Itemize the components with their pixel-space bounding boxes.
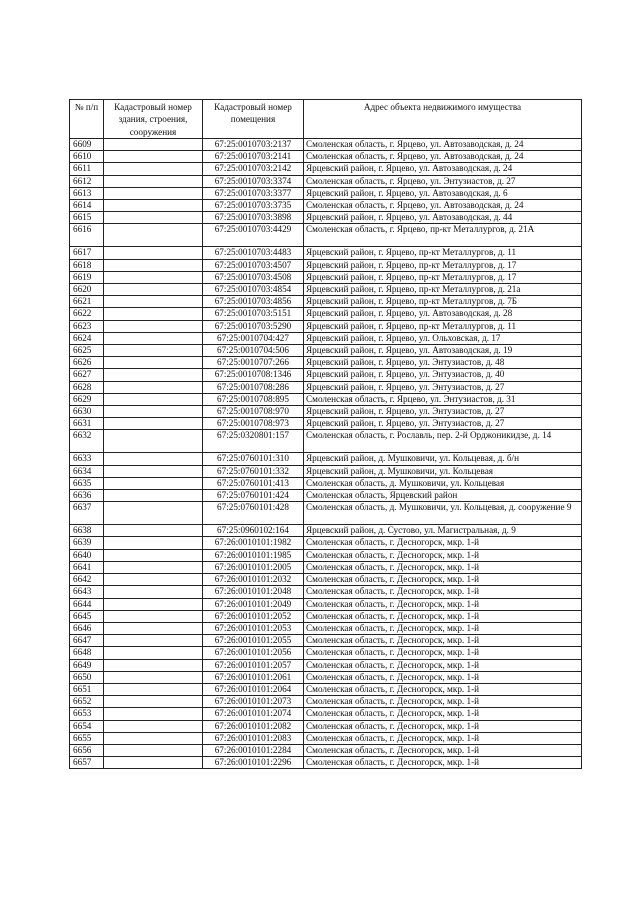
table-row xyxy=(70,525,582,537)
building-cadastral-number xyxy=(104,163,203,175)
table-row xyxy=(70,720,582,732)
table-row xyxy=(70,212,582,224)
building-cadastral-number xyxy=(104,757,203,769)
room-cadastral-number: 67:25:0010708:1346 xyxy=(203,369,304,381)
building-cadastral-number xyxy=(104,296,203,308)
header-building-cadastral: Кадастровый номер здания, строения, сооружения xyxy=(104,100,203,139)
room-cadastral-number: 67:25:0320801:157 xyxy=(203,430,304,453)
room-cadastral-number: 67:25:0010703:3735 xyxy=(203,200,304,212)
room-cadastral-number: 67:25:0010703:3377 xyxy=(203,187,304,199)
property-address: Ярцевский район, г. Ярцево, ул. Энтузиастов, д. 40 xyxy=(304,369,582,381)
building-cadastral-number xyxy=(104,453,203,465)
row-number: 6618 xyxy=(70,259,104,271)
table-row xyxy=(70,696,582,708)
property-address: Смоленская область, г. Рославль, пер. 2-й Орджоникидзе, д. 14 xyxy=(304,430,582,453)
property-address: Смоленская область, г. Десногорск, мкр. 1-й xyxy=(304,708,582,720)
room-cadastral-number: 67:26:0010101:2056 xyxy=(203,647,304,659)
row-number: 6636 xyxy=(70,490,104,502)
room-cadastral-number: 67:25:0010703:4483 xyxy=(203,247,304,259)
building-cadastral-number xyxy=(104,477,203,489)
table-row xyxy=(70,381,582,393)
row-number: 6657 xyxy=(70,757,104,769)
table-row xyxy=(70,708,582,720)
row-number: 6622 xyxy=(70,308,104,320)
property-address: Смоленская область, г. Десногорск, мкр. 1-й xyxy=(304,586,582,598)
row-number: 6628 xyxy=(70,381,104,393)
property-address: Ярцевский район, г. Ярцево, пр-кт Металлургов, д. 21а xyxy=(304,284,582,296)
building-cadastral-number xyxy=(104,683,203,695)
table-row xyxy=(70,175,582,187)
row-number: 6644 xyxy=(70,598,104,610)
property-address: Смоленская область, д. Мушковичи, ул. Кольцевая xyxy=(304,477,582,489)
table-row xyxy=(70,187,582,199)
room-cadastral-number: 67:25:0010703:4854 xyxy=(203,284,304,296)
table-row xyxy=(70,357,582,369)
room-cadastral-number: 67:25:0010708:895 xyxy=(203,393,304,405)
header-room-cadastral: Кадастровый номер помещения xyxy=(203,100,304,139)
room-cadastral-number: 67:26:0010101:2055 xyxy=(203,635,304,647)
table-row xyxy=(70,247,582,259)
room-cadastral-number: 67:25:0010708:973 xyxy=(203,418,304,430)
row-number: 6625 xyxy=(70,345,104,357)
table-row xyxy=(70,477,582,489)
property-address: Смоленская область, г. Ярцево, ул. Энтузиастов, д. 27 xyxy=(304,175,582,187)
property-address: Смоленская область, г. Десногорск, мкр. 1-й xyxy=(304,744,582,756)
room-cadastral-number: 67:25:0960102:164 xyxy=(203,525,304,537)
row-number: 6634 xyxy=(70,465,104,477)
building-cadastral-number xyxy=(104,139,203,151)
table-body xyxy=(70,139,582,769)
building-cadastral-number xyxy=(104,696,203,708)
row-number: 6614 xyxy=(70,200,104,212)
room-cadastral-number: 67:26:0010101:2074 xyxy=(203,708,304,720)
building-cadastral-number xyxy=(104,574,203,586)
room-cadastral-number: 67:26:0010101:2284 xyxy=(203,744,304,756)
property-address: Смоленская область, г. Десногорск, мкр. 1-й xyxy=(304,549,582,561)
row-number: 6624 xyxy=(70,332,104,344)
table-row xyxy=(70,561,582,573)
building-cadastral-number xyxy=(104,561,203,573)
table-row xyxy=(70,549,582,561)
row-number: 6656 xyxy=(70,744,104,756)
property-address: Ярцевский район, г. Ярцево, пр-кт Металлургов, д. 17 xyxy=(304,271,582,283)
row-number: 6621 xyxy=(70,296,104,308)
room-cadastral-number: 67:25:0010703:2142 xyxy=(203,163,304,175)
table-row xyxy=(70,537,582,549)
building-cadastral-number xyxy=(104,537,203,549)
room-cadastral-number: 67:25:0010703:2141 xyxy=(203,151,304,163)
room-cadastral-number: 67:26:0010101:2296 xyxy=(203,757,304,769)
table-row xyxy=(70,320,582,332)
header-row xyxy=(70,100,582,139)
room-cadastral-number: 67:25:0010703:3374 xyxy=(203,175,304,187)
property-address: Смоленская область, г. Ярцево, ул. Энтузиастов, д. 31 xyxy=(304,393,582,405)
row-number: 6609 xyxy=(70,139,104,151)
building-cadastral-number xyxy=(104,732,203,744)
row-number: 6631 xyxy=(70,418,104,430)
row-number: 6626 xyxy=(70,357,104,369)
table-row xyxy=(70,406,582,418)
row-number: 6620 xyxy=(70,284,104,296)
building-cadastral-number xyxy=(104,549,203,561)
table-row xyxy=(70,345,582,357)
building-cadastral-number xyxy=(104,490,203,502)
row-number: 6615 xyxy=(70,212,104,224)
building-cadastral-number xyxy=(104,671,203,683)
table-row xyxy=(70,586,582,598)
property-address: Смоленская область, г. Десногорск, мкр. 1-й xyxy=(304,683,582,695)
row-number: 6639 xyxy=(70,537,104,549)
row-number: 6611 xyxy=(70,163,104,175)
row-number: 6617 xyxy=(70,247,104,259)
property-address: Смоленская область, г. Десногорск, мкр. 1-й xyxy=(304,574,582,586)
room-cadastral-number: 67:26:0010101:2032 xyxy=(203,574,304,586)
building-cadastral-number xyxy=(104,224,203,247)
row-number: 6630 xyxy=(70,406,104,418)
table-row xyxy=(70,757,582,769)
building-cadastral-number xyxy=(104,247,203,259)
table-row xyxy=(70,635,582,647)
room-cadastral-number: 67:25:0010703:4429 xyxy=(203,224,304,247)
row-number: 6613 xyxy=(70,187,104,199)
table-row xyxy=(70,163,582,175)
building-cadastral-number xyxy=(104,720,203,732)
table-row xyxy=(70,259,582,271)
row-number: 6637 xyxy=(70,502,104,525)
room-cadastral-number: 67:26:0010101:2052 xyxy=(203,610,304,622)
table-row xyxy=(70,490,582,502)
table-row xyxy=(70,610,582,622)
row-number: 6649 xyxy=(70,659,104,671)
table-row xyxy=(70,659,582,671)
room-cadastral-number: 67:25:0760101:332 xyxy=(203,465,304,477)
property-address: Ярцевский район, д. Мушковичи, ул. Кольцевая xyxy=(304,465,582,477)
property-address: Смоленская область, д. Мушковичи, ул. Кольцевая, д. сооружение 9 xyxy=(304,502,582,525)
property-address: Смоленская область, г. Десногорск, мкр. 1-й xyxy=(304,537,582,549)
row-number: 6610 xyxy=(70,151,104,163)
property-address: Смоленская область, г. Десногорск, мкр. 1-й xyxy=(304,622,582,634)
table-row xyxy=(70,369,582,381)
row-number: 6632 xyxy=(70,430,104,453)
room-cadastral-number: 67:25:0010703:4856 xyxy=(203,296,304,308)
row-number: 6648 xyxy=(70,647,104,659)
row-number: 6655 xyxy=(70,732,104,744)
property-address: Ярцевский район, г. Ярцево, ул. Энтузиастов, д. 48 xyxy=(304,357,582,369)
property-address: Смоленская область, Ярцевский район xyxy=(304,490,582,502)
row-number: 6633 xyxy=(70,453,104,465)
table-row xyxy=(70,271,582,283)
property-address: Ярцевский район, г. Ярцево, ул. Энтузиастов, д. 27 xyxy=(304,406,582,418)
property-address: Смоленская область, г. Десногорск, мкр. 1-й xyxy=(304,659,582,671)
room-cadastral-number: 67:25:0010708:970 xyxy=(203,406,304,418)
property-address: Смоленская область, г. Десногорск, мкр. 1-й xyxy=(304,732,582,744)
building-cadastral-number xyxy=(104,744,203,756)
building-cadastral-number xyxy=(104,357,203,369)
building-cadastral-number xyxy=(104,175,203,187)
table-row xyxy=(70,671,582,683)
room-cadastral-number: 67:26:0010101:2064 xyxy=(203,683,304,695)
table-row xyxy=(70,453,582,465)
room-cadastral-number: 67:25:0010703:5151 xyxy=(203,308,304,320)
table-row xyxy=(70,139,582,151)
building-cadastral-number xyxy=(104,308,203,320)
property-address: Смоленская область, г. Десногорск, мкр. 1-й xyxy=(304,720,582,732)
row-number: 6651 xyxy=(70,683,104,695)
room-cadastral-number: 67:25:0010703:3898 xyxy=(203,212,304,224)
property-address: Смоленская область, г. Десногорск, мкр. 1-й xyxy=(304,610,582,622)
building-cadastral-number xyxy=(104,369,203,381)
building-cadastral-number xyxy=(104,259,203,271)
room-cadastral-number: 67:26:0010101:2053 xyxy=(203,622,304,634)
property-address: Ярцевский район, г. Ярцево, ул. Автозаводская, д. 6 xyxy=(304,187,582,199)
row-number: 6650 xyxy=(70,671,104,683)
table-row xyxy=(70,465,582,477)
property-address: Ярцевский район, д. Мушковичи, ул. Кольцевая, д. б/н xyxy=(304,453,582,465)
building-cadastral-number xyxy=(104,187,203,199)
property-address: Ярцевский район, г. Ярцево, ул. Автозаводская, д. 28 xyxy=(304,308,582,320)
room-cadastral-number: 67:25:0010703:4507 xyxy=(203,259,304,271)
table-row xyxy=(70,224,582,247)
property-address: Ярцевский район, д. Сустово, ул. Магистральная, д. 9 xyxy=(304,525,582,537)
property-address: Смоленская область, г. Десногорск, мкр. 1-й xyxy=(304,561,582,573)
property-address: Смоленская область, г. Десногорск, мкр. 1-й xyxy=(304,598,582,610)
building-cadastral-number xyxy=(104,647,203,659)
building-cadastral-number xyxy=(104,381,203,393)
table-row xyxy=(70,732,582,744)
table-row xyxy=(70,418,582,430)
building-cadastral-number xyxy=(104,708,203,720)
room-cadastral-number: 67:26:0010101:2082 xyxy=(203,720,304,732)
table-row xyxy=(70,393,582,405)
building-cadastral-number xyxy=(104,635,203,647)
row-number: 6612 xyxy=(70,175,104,187)
room-cadastral-number: 67:26:0010101:2061 xyxy=(203,671,304,683)
property-address: Ярцевский район, г. Ярцево, пр-кт Металлургов, д. 11 xyxy=(304,247,582,259)
building-cadastral-number xyxy=(104,332,203,344)
building-cadastral-number xyxy=(104,418,203,430)
table-row xyxy=(70,744,582,756)
property-address: Смоленская область, г. Десногорск, мкр. 1-й xyxy=(304,635,582,647)
room-cadastral-number: 67:25:0760101:310 xyxy=(203,453,304,465)
row-number: 6647 xyxy=(70,635,104,647)
room-cadastral-number: 67:26:0010101:2049 xyxy=(203,598,304,610)
room-cadastral-number: 67:25:0010707:266 xyxy=(203,357,304,369)
row-number: 6619 xyxy=(70,271,104,283)
room-cadastral-number: 67:25:0010704:506 xyxy=(203,345,304,357)
table-row xyxy=(70,647,582,659)
property-address: Ярцевский район, г. Ярцево, ул. Энтузиастов, д. 27 xyxy=(304,381,582,393)
building-cadastral-number xyxy=(104,465,203,477)
row-number: 6641 xyxy=(70,561,104,573)
room-cadastral-number: 67:25:0010703:2137 xyxy=(203,139,304,151)
building-cadastral-number xyxy=(104,659,203,671)
building-cadastral-number xyxy=(104,320,203,332)
building-cadastral-number xyxy=(104,622,203,634)
room-cadastral-number: 67:26:0010101:2005 xyxy=(203,561,304,573)
property-address: Ярцевский район, г. Ярцево, пр-кт Металлургов, д. 11 xyxy=(304,320,582,332)
building-cadastral-number xyxy=(104,284,203,296)
room-cadastral-number: 67:25:0010703:5290 xyxy=(203,320,304,332)
table-row xyxy=(70,308,582,320)
property-address: Ярцевский район, г. Ярцево, ул. Ольховская, д. 17 xyxy=(304,332,582,344)
property-address: Смоленская область, г. Ярцево, ул. Автозаводская, д. 24 xyxy=(304,200,582,212)
building-cadastral-number xyxy=(104,502,203,525)
building-cadastral-number xyxy=(104,430,203,453)
property-address: Ярцевский район, г. Ярцево, ул. Автозаводская, д. 24 xyxy=(304,163,582,175)
table-row xyxy=(70,502,582,525)
room-cadastral-number: 67:26:0010101:2048 xyxy=(203,586,304,598)
property-address: Смоленская область, г. Десногорск, мкр. 1-й xyxy=(304,647,582,659)
room-cadastral-number: 67:26:0010101:2083 xyxy=(203,732,304,744)
building-cadastral-number xyxy=(104,586,203,598)
building-cadastral-number xyxy=(104,525,203,537)
room-cadastral-number: 67:26:0010101:2073 xyxy=(203,696,304,708)
room-cadastral-number: 67:26:0010101:1985 xyxy=(203,549,304,561)
row-number: 6616 xyxy=(70,224,104,247)
room-cadastral-number: 67:25:0010703:4508 xyxy=(203,271,304,283)
table-row xyxy=(70,332,582,344)
header-address: Адрес объекта недвижимого имущества xyxy=(304,100,582,139)
building-cadastral-number xyxy=(104,406,203,418)
row-number: 6643 xyxy=(70,586,104,598)
table-row xyxy=(70,200,582,212)
property-address: Ярцевский район, г. Ярцево, пр-кт Металлургов, д. 7Б xyxy=(304,296,582,308)
room-cadastral-number: 67:25:0760101:424 xyxy=(203,490,304,502)
table-row xyxy=(70,622,582,634)
table-row xyxy=(70,284,582,296)
room-cadastral-number: 67:25:0760101:428 xyxy=(203,502,304,525)
table-row xyxy=(70,151,582,163)
row-number: 6653 xyxy=(70,708,104,720)
table-row xyxy=(70,683,582,695)
property-address: Ярцевский район, г. Ярцево, ул. Автозаводская, д. 19 xyxy=(304,345,582,357)
building-cadastral-number xyxy=(104,345,203,357)
row-number: 6623 xyxy=(70,320,104,332)
property-address: Смоленская область, г. Десногорск, мкр. 1-й xyxy=(304,696,582,708)
building-cadastral-number xyxy=(104,610,203,622)
building-cadastral-number xyxy=(104,271,203,283)
table-header xyxy=(70,100,582,139)
row-number: 6654 xyxy=(70,720,104,732)
property-address: Ярцевский район, г. Ярцево, ул. Автозаводская, д. 44 xyxy=(304,212,582,224)
property-table xyxy=(69,99,582,769)
row-number: 6642 xyxy=(70,574,104,586)
row-number: 6640 xyxy=(70,549,104,561)
header-number: № п/п xyxy=(70,100,104,139)
row-number: 6638 xyxy=(70,525,104,537)
property-address: Смоленская область, г. Ярцево, ул. Автозаводская, д. 24 xyxy=(304,151,582,163)
row-number: 6646 xyxy=(70,622,104,634)
row-number: 6629 xyxy=(70,393,104,405)
table-row xyxy=(70,430,582,453)
table-row xyxy=(70,296,582,308)
room-cadastral-number: 67:25:0010708:286 xyxy=(203,381,304,393)
table-row xyxy=(70,574,582,586)
property-address: Смоленская область, г. Десногорск, мкр. 1-й xyxy=(304,757,582,769)
row-number: 6652 xyxy=(70,696,104,708)
row-number: 6635 xyxy=(70,477,104,489)
room-cadastral-number: 67:25:0760101:413 xyxy=(203,477,304,489)
building-cadastral-number xyxy=(104,200,203,212)
building-cadastral-number xyxy=(104,598,203,610)
table-row xyxy=(70,598,582,610)
building-cadastral-number xyxy=(104,393,203,405)
property-address: Ярцевский район, г. Ярцево, ул. Энтузиастов, д. 27 xyxy=(304,418,582,430)
building-cadastral-number xyxy=(104,212,203,224)
room-cadastral-number: 67:26:0010101:2057 xyxy=(203,659,304,671)
room-cadastral-number: 67:26:0010101:1982 xyxy=(203,537,304,549)
property-address: Ярцевский район, г. Ярцево, пр-кт Металлургов, д. 17 xyxy=(304,259,582,271)
property-address: Смоленская область, г. Ярцево, ул. Автозаводская, д. 24 xyxy=(304,139,582,151)
property-address: Смоленская область, г. Ярцево, пр-кт Металлургов, д. 21А xyxy=(304,224,582,247)
room-cadastral-number: 67:25:0010704:427 xyxy=(203,332,304,344)
building-cadastral-number xyxy=(104,151,203,163)
row-number: 6627 xyxy=(70,369,104,381)
row-number: 6645 xyxy=(70,610,104,622)
property-address: Смоленская область, г. Десногорск, мкр. 1-й xyxy=(304,671,582,683)
